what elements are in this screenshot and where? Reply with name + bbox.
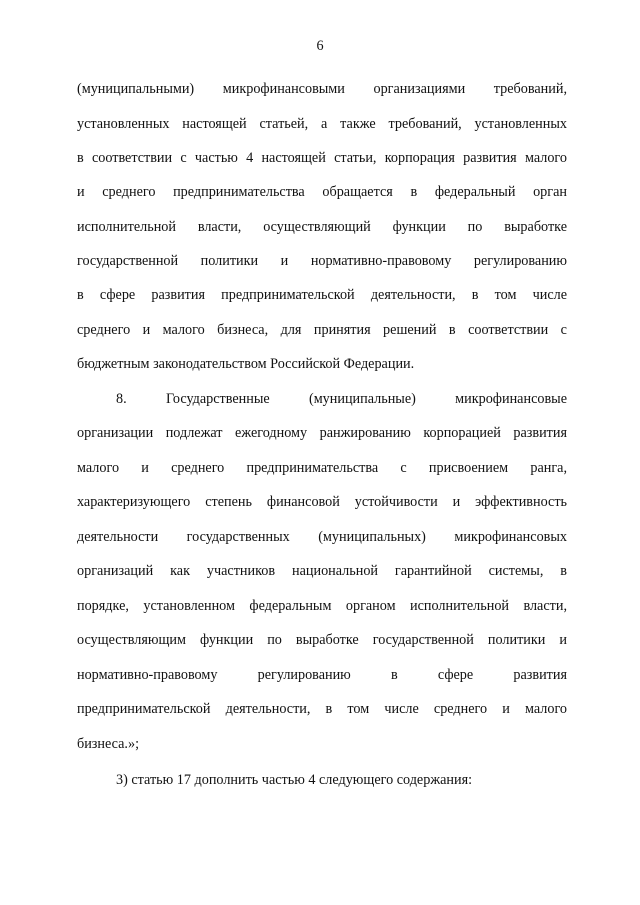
paragraph-first-line: 3) статью 17 дополнить частью 4 следующего содержания: [116, 772, 473, 788]
text-line: порядке, установленном федеральным органом исполнительной власти, [77, 598, 567, 614]
text-line: бизнеса.»; [77, 736, 140, 752]
text-line: государственной политики и нормативно-правовому регулированию [77, 253, 567, 269]
text-line: бюджетным законодательством Российской Федерации. [77, 356, 415, 372]
text-line: и среднего предпринимательства обращается в федеральный орган [77, 184, 567, 200]
text-line: деятельности государственных (муниципальных) микрофинансовых [77, 529, 567, 545]
text-line: предпринимательской деятельности, в том числе среднего и малого [77, 701, 567, 717]
text-line: среднего и малого бизнеса, для принятия решений в соответствии с [77, 322, 567, 338]
text-line: исполнительной власти, осуществляющий функции по выработке [77, 219, 567, 235]
text-line: характеризующего степень финансовой устойчивости и эффективность [77, 494, 567, 510]
paragraph-first-line: 8. Государственные (муниципальные) микрофинансовые [116, 391, 567, 407]
text-line: малого и среднего предпринимательства с присвоением ранга, [77, 460, 567, 476]
page-number: 6 [316, 38, 324, 54]
text-line: организации подлежат ежегодному ранжированию корпорацией развития [77, 425, 567, 441]
text-line: осуществляющим функции по выработке государственной политики и [77, 632, 567, 648]
text-line: организаций как участников национальной гарантийной системы, в [77, 563, 567, 579]
text-line: в соответствии с частью 4 настоящей статьи, корпорация развития малого [77, 150, 567, 166]
text-line: нормативно-правовому регулированию в сфере развития [77, 667, 567, 683]
text-line: (муниципальными) микрофинансовыми организациями требований, [77, 81, 567, 97]
text-line: установленных настоящей статьей, а также требований, установленных [77, 116, 567, 132]
text-line: в сфере развития предпринимательской деятельности, в том числе [77, 287, 567, 303]
